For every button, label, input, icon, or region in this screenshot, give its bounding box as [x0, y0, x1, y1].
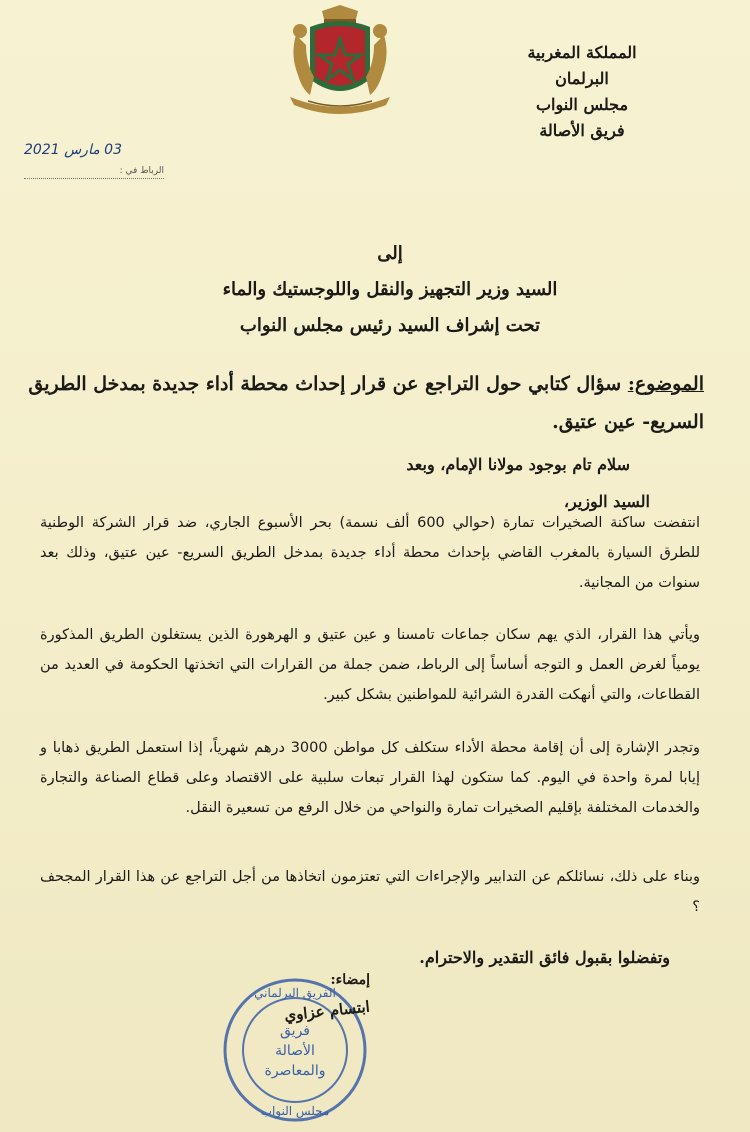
stamp-bottom-text: مجلس النواب	[260, 1104, 330, 1118]
addressee-minister: السيد وزير التجهيز والنقل واللوجستيك والماء	[222, 279, 558, 300]
stamp-inner-line-1: فريق	[280, 1023, 310, 1039]
signature-name: ابتسام عزاوي	[283, 997, 371, 1025]
stamp-inner-line-3: والمعاصرة	[264, 1063, 326, 1079]
paragraph-2: ويأتي هذا القرار، الذي يهم سكان جماعات تامسنا و عين عتيق و الهرهورة الذين يستغلون الطريق المذكورة يومياً لغرض العمل و التوجه أساساً إلى الرباط، ضمن جملة من القرارات التي اتخذتها الحكومة في العديد من القطاعات، والتي أنهكت القدرة الشرائية للمواطنين بشكل كبير.	[40, 627, 700, 703]
signature-label: إمضاء:	[330, 972, 370, 988]
subject-text: سؤال كتابي حول التراجع عن قرار إحداث محطة أداء جديدة بمدخل الطريق السريع- عين عتيق.	[28, 373, 704, 433]
date-printed-label: الرباط في :	[24, 166, 164, 179]
closing-line: وتفضلوا بقبول فائق التقدير والاحترام.	[419, 948, 670, 967]
addressee-to: إلى	[377, 243, 403, 264]
stamp-outer-text: الفريق البرلماني	[254, 986, 336, 1000]
official-stamp	[215, 975, 375, 1125]
subject-label: الموضوع:	[627, 373, 704, 395]
stamp-inner-line-2: الأصالة	[275, 1043, 315, 1059]
sender-header	[502, 40, 662, 144]
addressee-via: تحت إشراف السيد رئيس مجلس النواب	[239, 315, 541, 336]
date-block	[24, 142, 174, 179]
header-line-kingdom: المملكة المغربية	[527, 43, 637, 62]
paragraph-4: وبناء على ذلك، نسائلكم عن التدابير والإجراءات التي تعتزمون اتخاذها من أجل التراجع عن هذا القرار المجحف ؟	[40, 869, 700, 915]
subject-line	[14, 365, 704, 441]
greeting: سلام تام بوجود مولانا الإمام، وبعد	[406, 455, 630, 474]
handwritten-date: 03 مارس 2021	[24, 142, 122, 158]
paragraph-3: وتجدر الإشارة إلى أن إقامة محطة الأداء ستكلف كل مواطن 3000 درهم شهرياً، إذا استعمل الطريق ذهابا و إيابا لمرة واحدة في اليوم. كما ستكون لهذا القرار تبعات سلبية على الاقتصاد وعلى قطاع الصناعة والتجارة والخدمات المختلفة بإقليم الصخيرات تمارة والنواحي من خلال الرفع من تسعيرة النقل.	[40, 740, 700, 816]
header-line-parliament: البرلمان	[555, 69, 609, 88]
header-line-house: مجلس النواب	[535, 95, 629, 114]
salutation: السيد الوزير،	[563, 492, 650, 511]
paragraph-1: انتفضت ساكنة الصخيرات تمارة (حوالي 600 ألف نسمة) بحر الأسبوع الجاري، ضد قرار الشركة الوطنية للطرق السيارة بالمغرب القاضي بإحداث محطة أداء جديدة بمدخل الطريق السريع- عين عتيق، وذلك بعد سنوات من المجانية.	[40, 515, 700, 591]
header-line-group: فريق الأصالة	[539, 121, 625, 140]
addressee-block	[150, 236, 630, 344]
royal-coat-of-arms-emblem	[284, 5, 396, 115]
